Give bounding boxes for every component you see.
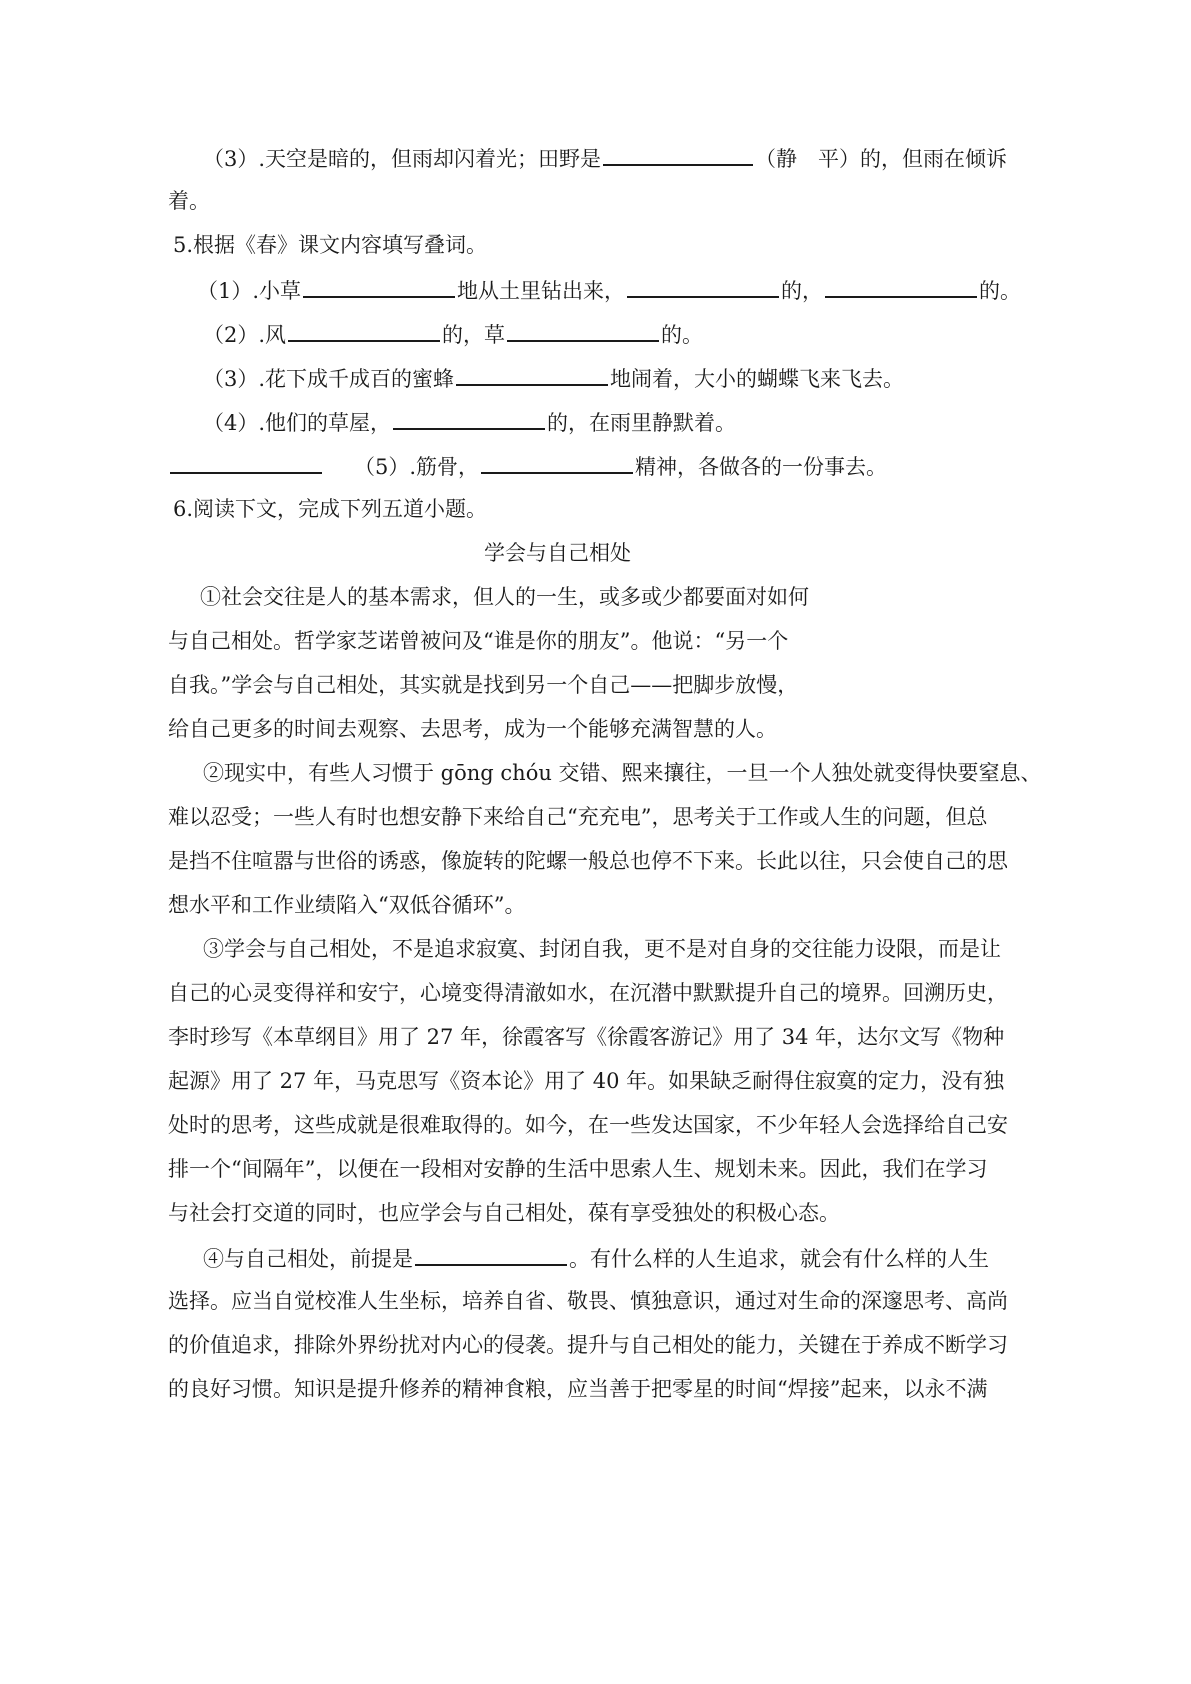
answer-blank[interactable] xyxy=(825,274,977,298)
paragraph-line: 处时的思考，这些成就是很难取得的。如今，在一些发达国家，不少年轻人会选择给自己安 xyxy=(168,1113,1008,1137)
q4-item-3 xyxy=(203,142,1007,174)
paragraph-line: 的良好习惯。知识是提升修养的精神食粮，应当善于把零星的时间“焊接”起来，以永不满 xyxy=(168,1377,988,1401)
q5-item-2-text: 的。 xyxy=(661,323,704,347)
q5-item-1-text: 的， xyxy=(781,279,824,303)
paragraph-line: 的价值追求，排除外界纷扰对内心的侵袭。提升与自己相处的能力，关键在于养成不断学习 xyxy=(168,1333,1008,1357)
answer-blank[interactable] xyxy=(303,274,455,298)
q4-item-3-cont: 着。 xyxy=(168,189,210,213)
paragraph-line: 自我。”学会与自己相处，其实就是找到另一个自己——把脚步放慢， xyxy=(168,673,799,697)
answer-blank[interactable] xyxy=(627,274,779,298)
answer-blank[interactable] xyxy=(603,142,753,166)
q5-item-2-text: 的，草 xyxy=(442,323,506,347)
paragraph-line: 起源》用了 27 年，马克思写《资本论》用了 40 年。如果缺乏耐得住寂寞的定力，没有独 xyxy=(168,1069,1005,1093)
paragraph-line: 自己的心灵变得祥和安宁，心境变得清澈如水，在沉潜中默默提升自己的境界。回溯历史， xyxy=(168,981,1008,1005)
paragraph-line: 与社会打交道的同时，也应学会与自己相处，葆有享受独处的积极心态。 xyxy=(168,1201,840,1225)
q5-item-3-text: 地闹着，大小的蝴蝶飞来飞去。 xyxy=(610,367,905,391)
answer-blank[interactable] xyxy=(288,318,440,342)
q5-item-5-text: 精神，各做各的一份事去。 xyxy=(635,455,888,479)
answer-blank[interactable] xyxy=(481,450,633,474)
paragraph-line: ②现实中，有些人习惯于 gōng chóu 交错、熙来攘往，一旦一个人独处就变得快要窒息、 xyxy=(203,761,1042,785)
paragraph-line: 是挡不住喧嚣与世俗的诱惑，像旋转的陀螺一般总也停不下来。长此以往，只会使自己的思 xyxy=(168,849,1008,873)
paragraph-line: 选择。应当自觉校准人生坐标，培养自省、敬畏、慎独意识，通过对生命的深邃思考、高尚 xyxy=(168,1289,1008,1313)
q4-item-3-text: （3）.天空是暗的，但雨却闪着光；田野是 xyxy=(203,147,602,171)
paragraph-line: 给自己更多的时间去观察、去思考，成为一个能够充满智慧的人。 xyxy=(168,717,777,741)
q5-item-1-text: （1）.小草 xyxy=(197,279,302,303)
answer-blank[interactable] xyxy=(393,406,545,430)
q4-item-3-hint: （静 平）的，但雨在倾诉 xyxy=(755,147,1008,171)
q5-item-1 xyxy=(197,274,1021,306)
paragraph-line: ①社会交往是人的基本需求，但人的一生，或多或少都要面对如何 xyxy=(200,585,809,609)
q6-heading: 6.阅读下文，完成下列五道小题。 xyxy=(173,497,488,521)
paragraph-line: ③学会与自己相处，不是追求寂寞、封闭自我，更不是对自身的交往能力设限，而是让 xyxy=(203,937,1001,961)
passage-title: 学会与自己相处 xyxy=(484,541,631,565)
paragraph-line xyxy=(203,1242,989,1274)
answer-blank[interactable] xyxy=(170,450,322,474)
paragraph-line: 想水平和工作业绩陷入“双低谷循环”。 xyxy=(168,893,526,917)
q5-item-4-text: 的，在雨里静默着。 xyxy=(547,411,737,435)
q5-item-5 xyxy=(168,450,887,482)
answer-blank[interactable] xyxy=(456,362,608,386)
answer-blank[interactable] xyxy=(507,318,659,342)
answer-blank[interactable] xyxy=(415,1242,567,1266)
q5-item-2 xyxy=(203,318,703,350)
q5-item-2-text: （2）.风 xyxy=(203,323,287,347)
paragraph-line: 与自己相处。哲学家芝诺曾被问及“谁是你的朋友”。他说：“另一个 xyxy=(168,629,789,653)
q5-item-4-text: （4）.他们的草屋， xyxy=(203,411,392,435)
q5-heading: 5.根据《春》课文内容填写叠词。 xyxy=(173,233,488,257)
q5-item-1-text: 的。 xyxy=(979,279,1022,303)
q5-item-4 xyxy=(203,406,736,438)
q5-item-1-text: 地从土里钻出来， xyxy=(457,279,626,303)
paragraph-text: ④与自己相处，前提是 xyxy=(203,1247,413,1271)
paragraph-line: 李时珍写《本草纲目》用了 27 年，徐霞客写《徐霞客游记》用了 34 年，达尔文写《物种 xyxy=(168,1025,1005,1049)
paragraph-line: 难以忍受；一些人有时也想安静下来给自己“充充电”，思考关于工作或人生的问题，但总 xyxy=(168,805,988,829)
q5-item-3 xyxy=(203,362,904,394)
q5-item-5-text: （5）.筋骨， xyxy=(354,455,480,479)
q5-item-3-text: （3）.花下成千成百的蜜蜂 xyxy=(203,367,455,391)
paragraph-text: 。有什么样的人生追求，就会有什么样的人生 xyxy=(569,1247,989,1271)
paragraph-line: 排一个“间隔年”，以便在一段相对安静的生活中思索人生、规划未来。因此，我们在学习 xyxy=(168,1157,988,1181)
